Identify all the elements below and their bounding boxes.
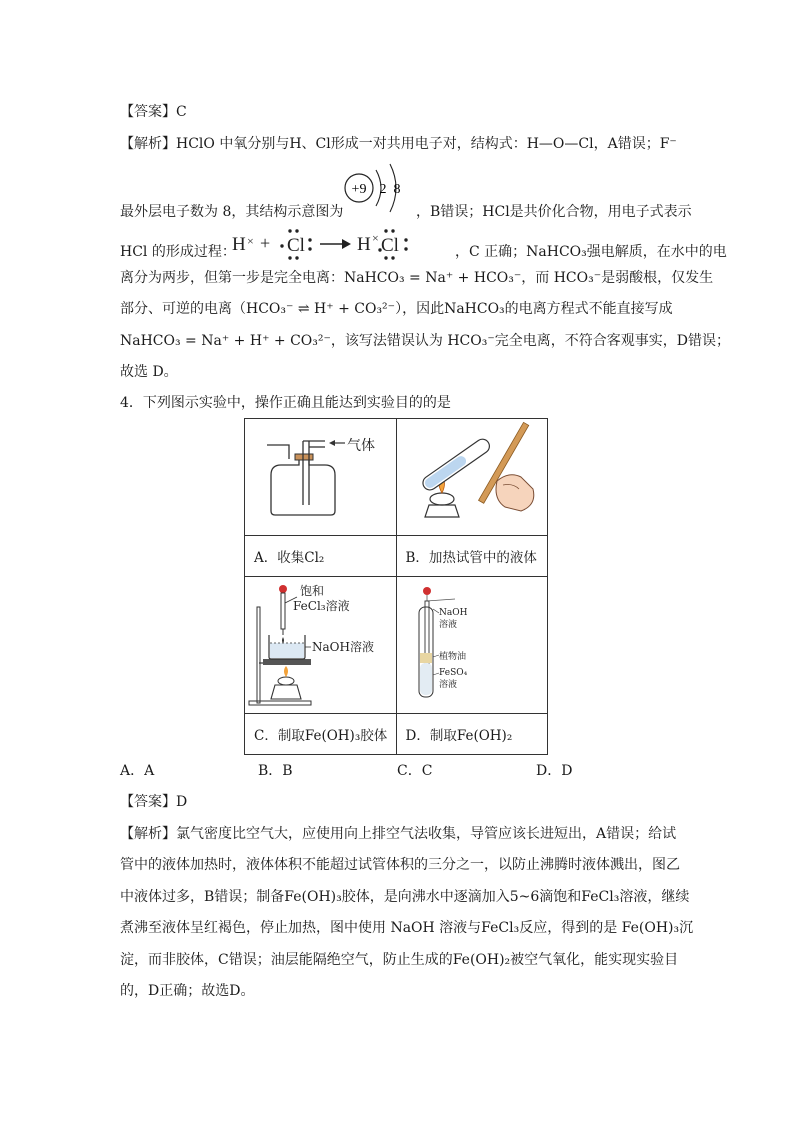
option-a: A．A: [120, 763, 155, 779]
option-c: C．C: [397, 763, 433, 779]
formula-h-left: H: [232, 234, 246, 255]
gas-collection-bottle-figure: [245, 419, 395, 531]
figure-a-gas-label: 气体: [347, 438, 375, 454]
figure-d-naoh-label: NaOH: [438, 608, 467, 618]
analysis2-line-5: 淀，而非胶体，C错误；油层能隔绝空气，防止生成的Fe(OH)₂被空气氧化，能实现实验目: [120, 952, 679, 968]
figure-c-naoh-label: NaOH溶液: [312, 640, 374, 654]
fe-oh2-preparation-figure: [397, 577, 547, 709]
caption-b: B．加热试管中的液体: [396, 536, 548, 577]
figure-b-cell: [396, 419, 548, 536]
answer-line-2: [120, 792, 187, 812]
answer-label: 【答案】: [120, 104, 176, 120]
ion-shell-2-count: 8: [393, 182, 401, 197]
analysis-line-1: 【解析】HClO 中氧分别与H、Cl形成一对共用电子对，结构式：H—O—Cl，A错误；F⁻: [120, 136, 677, 152]
ion-shell-1-count: 2: [379, 182, 387, 197]
formula-plus: +: [260, 233, 271, 253]
analysis-line-3a: HCl 的形成过程：: [120, 244, 236, 260]
question-4-stem: 4．下列图示实验中，操作正确且能达到实验目的的是: [120, 395, 451, 411]
figure-d-naoh-solution-label: 溶液: [438, 620, 457, 630]
analysis2-line-3: 中液体过多，B错误；制备Fe(OH)₃胶体，是向沸水中逐滴加入5~6滴饱和FeCl₃溶液，继续: [120, 889, 690, 905]
analysis-line-3b: ，C 正确；NaHCO₃强电解质，在水中的电: [455, 244, 727, 260]
formula-cl-left: Cl: [287, 235, 305, 256]
figure-d-feso4-label: FeSO₄: [438, 668, 467, 678]
heating-test-tube-figure: [397, 419, 547, 531]
analysis-line-7: 故选 D。: [120, 364, 178, 380]
figure-c-cell: [245, 577, 397, 714]
answer-line-1: [120, 102, 187, 122]
experiment-figure-table: [244, 418, 548, 755]
figure-c-fecl3-label: FeCl₃溶液: [293, 599, 350, 613]
caption-d: D．制取Fe(OH)₂: [396, 714, 548, 755]
analysis2-line-6: 的，D正确；故选D。: [120, 983, 255, 999]
figure-d-feso4-solution-label: 溶液: [438, 680, 457, 690]
option-d: D．D: [536, 763, 573, 779]
analysis-label: 【解析】: [120, 136, 176, 152]
analysis2-line-1: 【解析】氯气密度比空气大，应使用向上排空气法收集，导管应该长进短出，A错误；给试: [120, 826, 677, 842]
figure-d-cell: [396, 577, 548, 714]
caption-c: C．制取Fe(OH)₃胶体: [245, 714, 397, 755]
ion-nucleus-charge: +9: [351, 182, 367, 197]
analysis2-line-4: 煮沸至液体呈红褐色，停止加热，图中使用 NaOH 溶液与FeCl₃反应，得到的是 Fe(OH)₃沉: [120, 920, 694, 936]
analysis-line-2a: 最外层电子数为 8，其结构示意图为: [120, 204, 344, 220]
answer-label: 【答案】: [120, 794, 176, 810]
fe-oh3-colloid-setup-figure: [245, 577, 395, 709]
answer-value: C: [176, 104, 187, 120]
analysis-label: 【解析】: [120, 826, 176, 842]
figure-d-oil-label: 植物油: [438, 652, 466, 662]
figure-a-cell: [245, 419, 397, 536]
hcl-electron-dot-formation: [230, 222, 450, 264]
analysis2-line-2: 管中的液体加热时，液体体积不能超过试管体积的三分之一，以防止沸腾时液体溅出，图乙: [120, 857, 680, 873]
analysis-line-2b: ，B错误；HCl是共价化合物，用电子式表示: [416, 204, 692, 220]
caption-a: A．收集Cl₂: [245, 536, 397, 577]
formula-h-electron: ×: [247, 234, 254, 248]
analysis-line-5: 部分、可逆的电离（HCO₃⁻ ⇌ H⁺ + CO₃²⁻），因此NaHCO₃的电离方程式不能直接写成: [120, 301, 673, 317]
formula-h-right: H: [357, 234, 371, 255]
formula-shared-electron: ×: [372, 231, 379, 245]
answer-value: D: [176, 794, 188, 810]
formula-cl-right: Cl: [381, 235, 399, 256]
fluoride-ion-structure-diagram: [340, 160, 412, 222]
analysis-line-4: 离分为两步，但第一步是完全电离：NaHCO₃ = Na⁺ + HCO₃⁻，而 HCO₃⁻是弱酸根，仅发生: [120, 270, 714, 286]
option-b: B．B: [258, 763, 293, 779]
figure-c-saturated-label: 饱和: [300, 584, 325, 598]
analysis-line-6: NaHCO₃ = Na⁺ + H⁺ + CO₃²⁻，该写法错误认为 HCO₃⁻完全电离，不符合客观事实，D错误；: [120, 333, 730, 349]
